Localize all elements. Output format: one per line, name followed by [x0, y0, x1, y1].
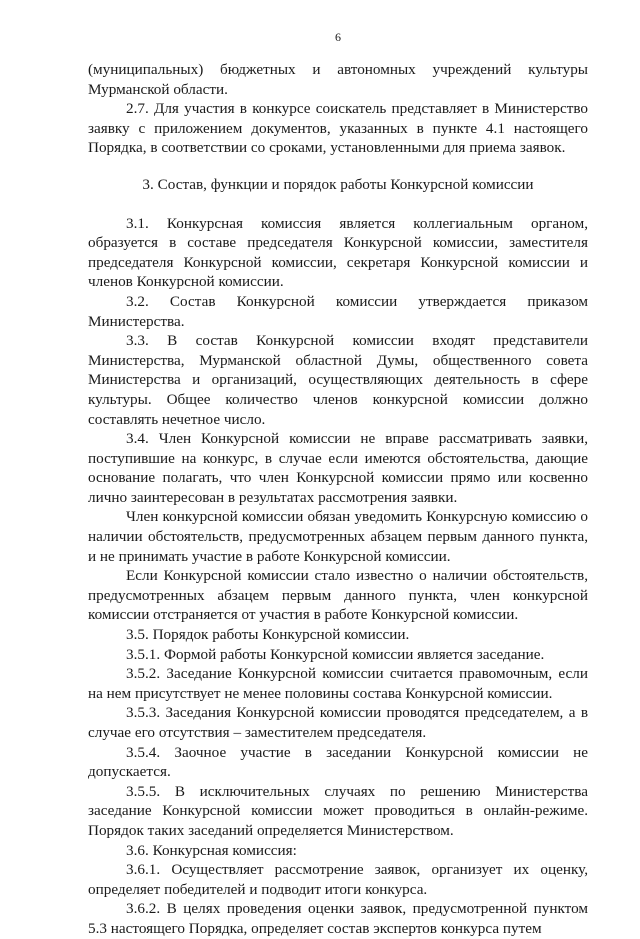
paragraph: 3.5.2. Заседание Конкурсной комиссии считается правомочным, если на нем присутствует не менее половины состава Конкурсной комиссии.: [88, 665, 588, 702]
paragraph: 3.5.5. В исключительных случаях по решению Министерства заседание Конкурсной комиссии может проводиться в онлайн-режиме. Порядок таких заседаний определяется Министерством.: [88, 782, 588, 839]
paragraph: (муниципальных) бюджетных и автономных учреждений культуры Мурманской области.: [88, 61, 588, 98]
paragraph: 3.6. Конкурсная комиссия:: [126, 841, 297, 859]
paragraph: 3.5. Порядок работы Конкурсной комиссии.: [126, 626, 410, 644]
paragraph: Если Конкурсной комиссии стало известно о наличии обстоятельств, предусмотренных абзацем первым данного пункта, член конкурсной комиссии отстраняется от участия в работе Конкурсной комиссии.: [88, 567, 588, 624]
paragraph: 3.6.1. Осуществляет рассмотрение заявок, организует их оценку, определяет победителей и подводит итоги конкурса.: [88, 861, 588, 898]
paragraph: 3.3. В состав Конкурсной комиссии входят представители Министерства, Мурманской областной Думы, общественного совета Министерства и организаций, осуществляющих деятельность в сфере культуры. Общее количество членов конкурсной комиссии должно составлять нечетное число.: [88, 332, 588, 428]
document-body: [88, 60, 588, 939]
paragraph: 3.5.1. Формой работы Конкурсной комиссии является заседание.: [126, 645, 545, 663]
paragraph: 3.2. Состав Конкурсной комиссии утверждается приказом Министерства.: [88, 292, 588, 330]
paragraph: 3.5.4. Заочное участие в заседании Конкурсной комиссии не допускается.: [88, 743, 588, 781]
paragraph: 3.6.2. В целях проведения оценки заявок, предусмотренной пунктом 5.3 настоящего Порядка, определяет состав экспертов конкурса путем: [88, 900, 588, 937]
paragraph: Член конкурсной комиссии обязан уведомить Конкурсную комиссию о наличии обстоятельств, предусмотренных абзацем первым данного пункта, и не принимать участие в работе Конкурсной комиссии.: [88, 508, 588, 565]
page-number: 6: [335, 30, 341, 44]
paragraph: 3.5.3. Заседания Конкурсной комиссии проводятся председателем, а в случае его отсутствия – заместителем председателя.: [88, 704, 588, 741]
section-heading: 3. Состав, функции и порядок работы Конкурсной комиссии: [142, 175, 534, 193]
paragraph: 3.4. Член Конкурсной комиссии не вправе рассматривать заявки, поступившие на конкурс, в случае если имеются обстоятельства, дающие основание полагать, что член Конкурсной комиссии прямо или косвенно лично заинтересован в результатах рассмотрения заявки.: [88, 430, 588, 506]
paragraph: 2.7. Для участия в конкурсе соискатель представляет в Министерство заявку с приложением документов, указанных в пункте 4.1 настоящего Порядка, в соответствии со сроками, установленными для приема заявок.: [88, 100, 588, 157]
paragraph: 3.1. Конкурсная комиссия является коллегиальным органом, образуется в составе председателя Конкурсной комиссии, заместителя председателя Конкурсной комиссии, секретаря Конкурсной комиссии и членов Конкурсной комиссии.: [88, 214, 588, 291]
